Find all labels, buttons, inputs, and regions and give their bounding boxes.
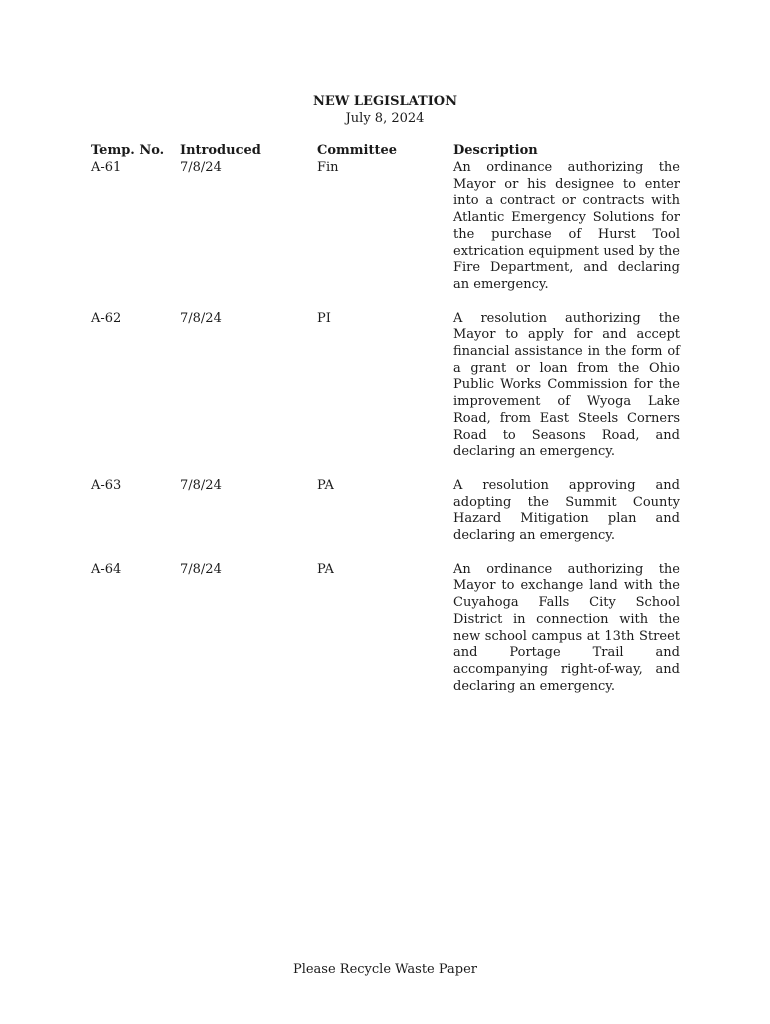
- header-committee: Committee: [317, 143, 398, 158]
- introduced-date: 7/8/24: [180, 561, 222, 577]
- footer-note: Please Recycle Waste Paper: [292, 962, 478, 977]
- page-date: July 8, 2024: [345, 111, 425, 126]
- header-description: Description: [453, 143, 538, 158]
- temp-no: A-63: [91, 477, 122, 493]
- page-title: NEW LEGISLATION: [312, 94, 457, 109]
- table-row: [91, 311, 681, 461]
- description: An ordinance authorizing the Mayor or his designee to enter into a contract or contracts with Atlantic Emergency Solutions for the purchase of Hurst Tool extrication equipment used by the Fire Department, and declaring an emergency.: [453, 160, 680, 292]
- description: An ordinance authorizing the Mayor to exchange land with the Cuyahoga Falls City School District in connection with the new school campus at 13th Street and Portage Trail and accompanying right-of-way, and declaring an emergency.: [453, 561, 680, 694]
- committee: PA: [317, 561, 334, 577]
- temp-no: A-64: [91, 561, 122, 577]
- committee: PI: [317, 310, 331, 326]
- temp-no: A-62: [91, 310, 122, 326]
- description: A resolution authorizing the Mayor to apply for and accept financial assistance in the form of a grant or loan from the Ohio Public Works Commission for the improvement of Wyoga Lake Road, from East Steels Corners Road to Seasons Road, and declaring an emergency.: [453, 310, 680, 460]
- table-row: [91, 160, 681, 294]
- description: A resolution approving and adopting the Summit County Hazard Mitigation plan and declaring an emergency.: [453, 477, 680, 544]
- header-temp-no: Temp. No.: [91, 143, 165, 158]
- table-row: [91, 562, 681, 696]
- temp-no: A-61: [91, 160, 122, 175]
- table-row: [91, 478, 681, 545]
- legislation-table: [91, 143, 681, 712]
- introduced-date: 7/8/24: [180, 477, 222, 493]
- committee: Fin: [317, 160, 339, 175]
- committee: PA: [317, 477, 334, 493]
- table-header-row: [91, 143, 681, 160]
- introduced-date: 7/8/24: [180, 160, 222, 175]
- header-introduced: Introduced: [180, 143, 261, 158]
- introduced-date: 7/8/24: [180, 310, 222, 326]
